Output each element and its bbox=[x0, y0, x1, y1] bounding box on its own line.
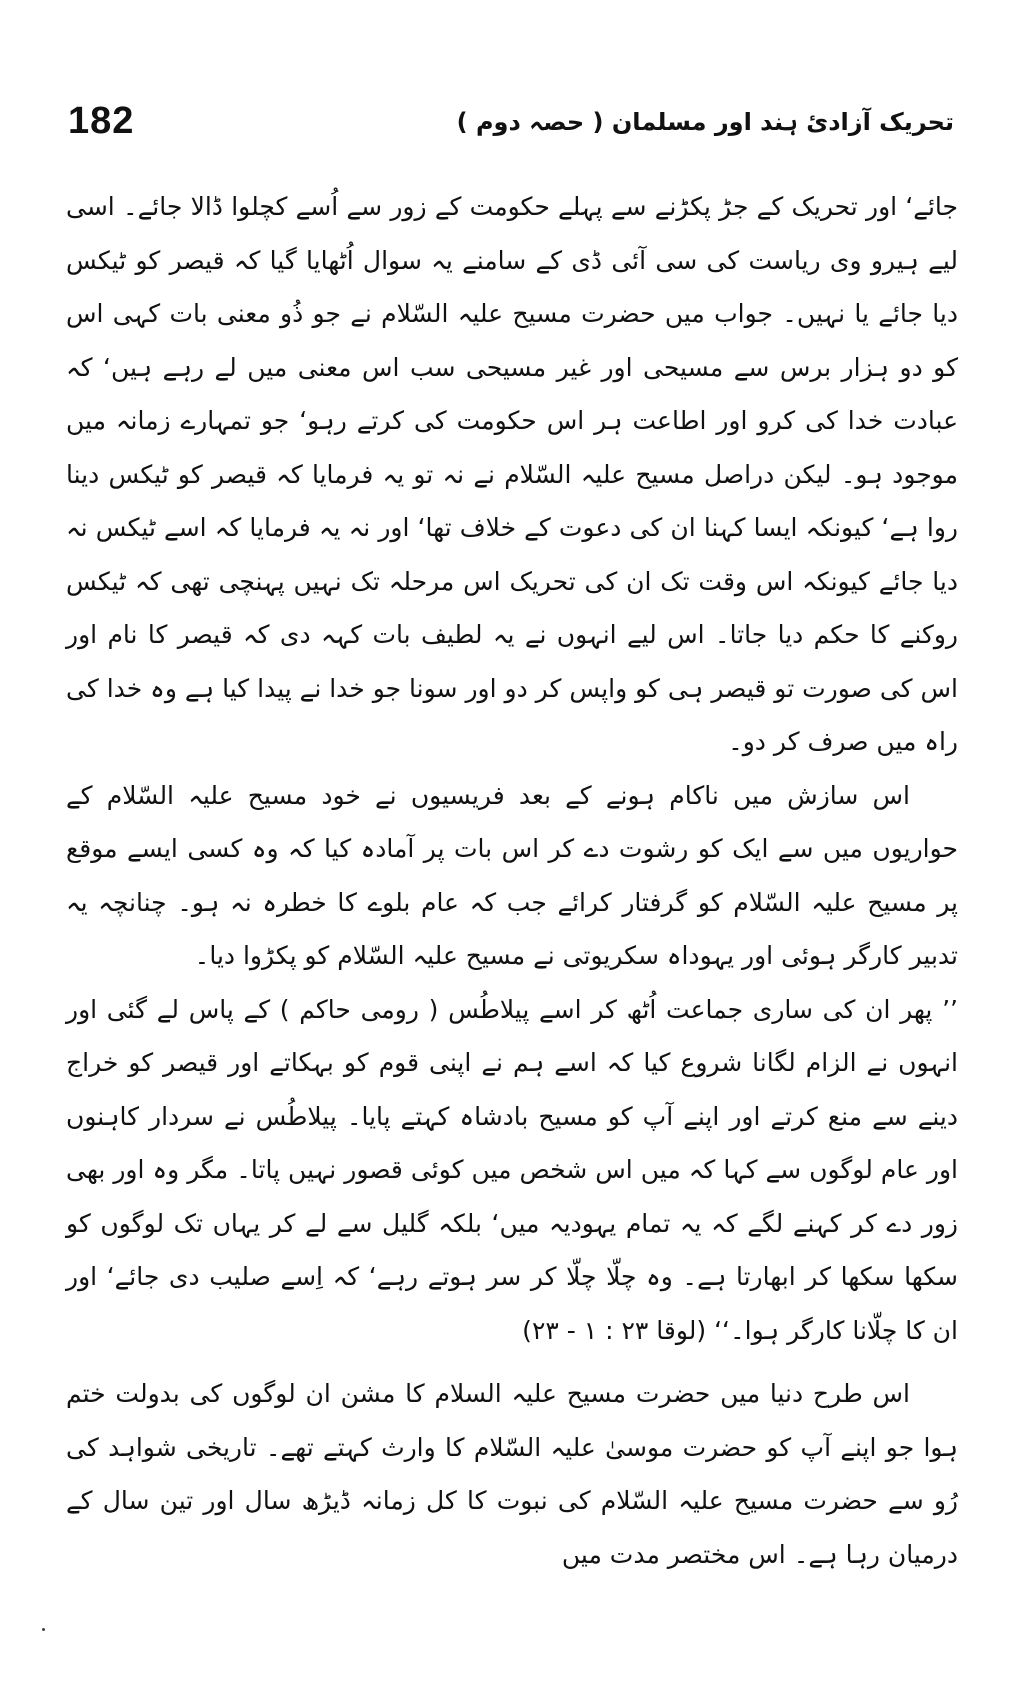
page-body bbox=[66, 180, 958, 1581]
scan-dot-mark bbox=[42, 1628, 45, 1631]
paragraph: اس طرح دنیا میں حضرت مسیح علیہ السلام کا مشن ان لوگوں کی بدولت ختم ہوا جو اپنے آپ کو حضرت موسیٰ علیہ السّلام کا وارث کہتے تھے۔ تاریخی شواہد کی رُو سے حضرت مسیح علیہ السّلام کی نبوت کا کل زمانہ ڈیڑھ سال اور تین سال کے درمیان رہا ہے۔ اس مختصر مدت میں bbox=[66, 1379, 958, 1569]
paragraph: اس سازش میں ناکام ہونے کے بعد فریسیوں نے خود مسیح علیہ السّلام کے حواریوں میں سے ایک کو رشوت دے کر اس بات پر آمادہ کیا کہ وہ کسی ایسے موقع پر مسیح علیہ السّلام کو گرفتار کرائے جب کہ عام بلوے کا خطرہ نہ ہو۔ چنانچہ یہ تدبیر کارگر ہوئی اور یہوداہ سکریوتی نے مسیح علیہ السّلام کو پکڑوا دیا۔ bbox=[66, 780, 958, 970]
page-number: 182 bbox=[68, 100, 135, 142]
quotation-paragraph: ’’ پھر ان کی ساری جماعت اُٹھ کر اسے پیلاطُس ( رومی حاکم ) کے پاس لے گئی اور انہوں نے الزام لگانا شروع کیا کہ اسے ہم نے اپنی قوم کو بہکاتے اور قیصر کو خراج دینے سے منع کرتے اور اپنے آپ کو مسیح بادشاہ کہتے پایا۔ پیلاطُس نے سردار کاہنوں اور عام لوگوں سے کہا کہ میں اس شخص میں کوئی قصور نہیں پاتا۔ مگر وہ اور بھی زور دے کر کہنے لگے کہ یہ تمام یہودیہ میں‘ بلکہ گلیل سے لے کر یہاں تک لوگوں کو سکھا سکھا کر ابھارتا ہے۔ وہ چلّا چلّا کر سر ہوتے رہے‘ کہ اِسے صلیب دی جائے‘ اور ان کا چلّانا کارگر ہوا۔‘‘ (لوقا ۲۳ : ۱ - ۲۳) bbox=[66, 994, 958, 1345]
running-title: تحریک آزادیٔ ہند اور مسلمان ( حصہ دوم ) bbox=[456, 108, 954, 136]
paragraph: جائے‘ اور تحریک کے جڑ پکڑنے سے پہلے حکومت کے زور سے اُسے کچلوا ڈالا جائے۔ اسی لیے ہیرو وی ریاست کی سی آئی ڈی کے سامنے یہ سوال اُٹھایا گیا کہ قیصر کو ٹیکس دیا جائے یا نہیں۔ جواب میں حضرت مسیح علیہ السّلام نے جو ذُو معنی بات کہی اس کو دو ہزار برس سے مسیحی اور غیر مسیحی سب اس معنی میں لے رہے ہیں‘ کہ عبادت خدا کی کرو اور اطاعت ہر اس حکومت کی کرتے رہو‘ جو تمہارے زمانہ میں موجود ہو۔ لیکن دراصل مسیح علیہ السّلام نے نہ تو یہ فرمایا کہ قیصر کو ٹیکس دینا روا ہے‘ کیونکہ ایسا کہنا ان کی دعوت کے خلاف تھا‘ اور نہ یہ فرمایا کہ اسے ٹیکس نہ دیا جائے کیونکہ اس وقت تک ان کی تحریک اس مرحلہ تک نہیں پہنچی تھی کہ ٹیکس روکنے کا حکم دیا جاتا۔ اس لیے انہوں نے یہ لطیف بات کہہ دی کہ قیصر کا نام اور اس کی صورت تو قیصر ہی کو واپس کر دو اور سونا جو خدا نے پیدا کیا ہے وہ خدا کی راہ میں صرف کر دو۔ bbox=[66, 192, 958, 756]
